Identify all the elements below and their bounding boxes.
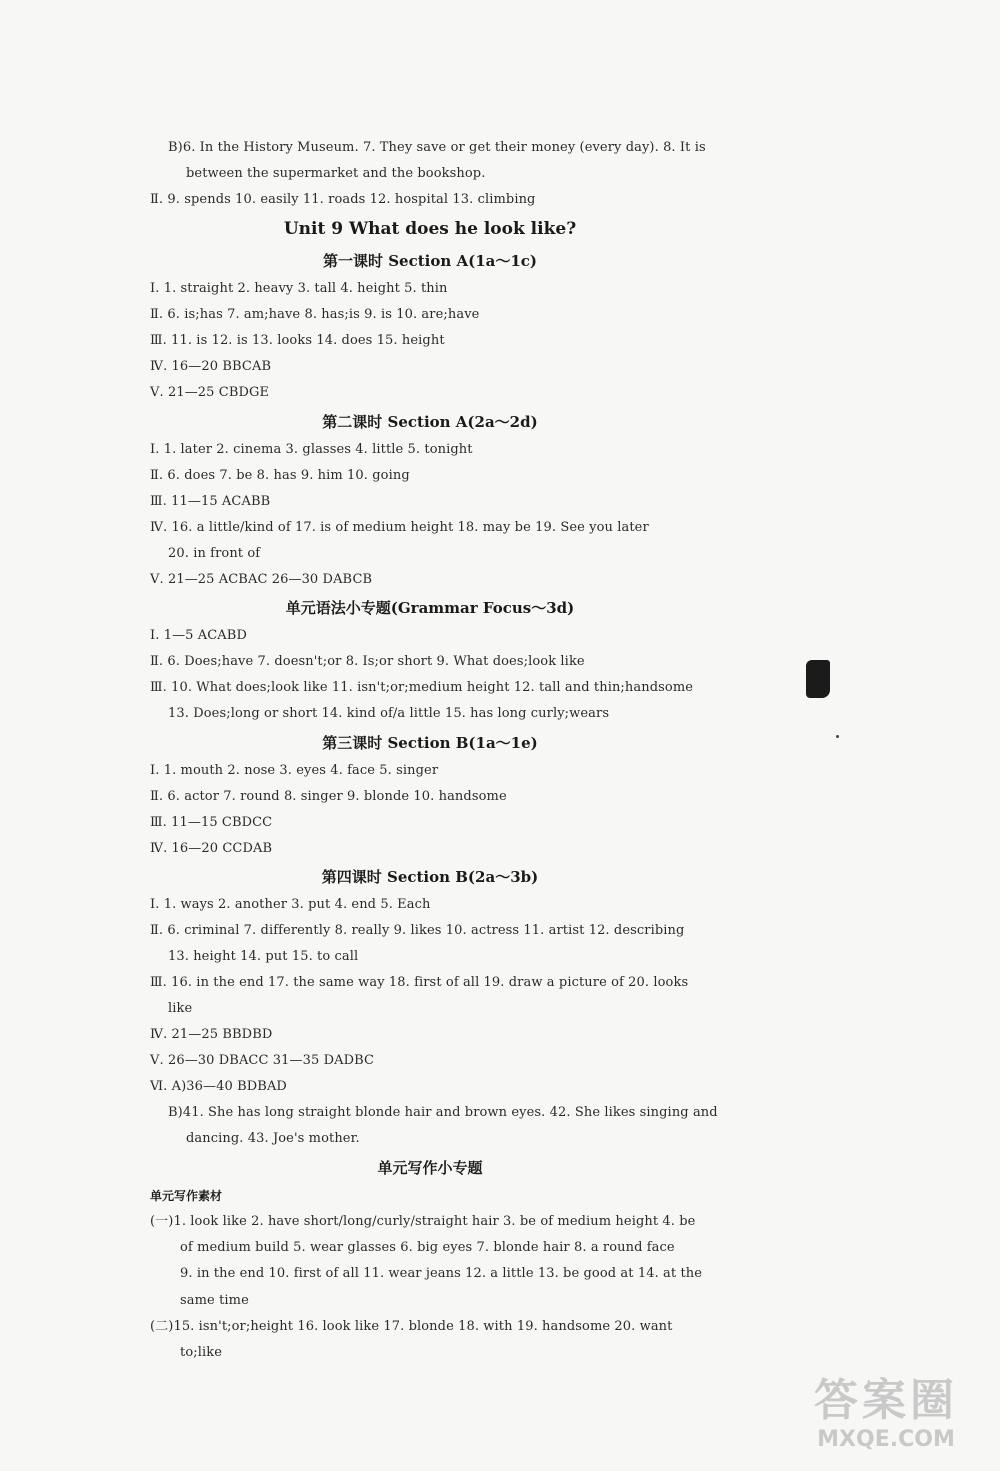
answer-line: Ⅰ. 1. later 2. cinema 3. glasses 4. little 5. tonight xyxy=(150,442,473,457)
section-title: 第一课时 Section A(1a～1c) xyxy=(322,252,538,270)
answer-line: 20. in front of xyxy=(168,546,261,561)
answer-line: (一)1. look like 2. have short/long/curly/straight hair 3. be of medium height 4. be xyxy=(150,1214,696,1229)
answer-line: Ⅱ. 6. actor 7. round 8. singer 9. blonde 10. handsome xyxy=(150,789,507,804)
answer-line: Ⅱ. 6. is;has 7. am;have 8. has;is 9. is 10. are;have xyxy=(150,307,480,322)
answer-line: B)41. She has long straight blonde hair and brown eyes. 42. She likes singing and xyxy=(168,1105,718,1120)
section-title: 单元写作小专题 xyxy=(377,1159,483,1177)
answer-line: Ⅱ. 9. spends 10. easily 11. roads 12. hospital 13. climbing xyxy=(150,192,536,207)
section-title: 第二课时 Section A(2a～2d) xyxy=(322,413,538,431)
answer-line: Ⅲ. 16. in the end 17. the same way 18. first of all 19. draw a picture of 20. looks xyxy=(150,975,689,990)
answer-line: Ⅲ. 11—15 ACABB xyxy=(150,494,271,509)
answer-line: Ⅳ. 16. a little/kind of 17. is of medium height 18. may be 19. See you later xyxy=(150,520,649,535)
answer-line: B)6. In the History Museum. 7. They save or get their money (every day). 8. It is xyxy=(168,140,706,155)
answer-line: Ⅴ. 21—25 ACBAC 26—30 DABCB xyxy=(150,572,373,587)
answer-line: Ⅱ. 6. Does;have 7. doesn't;or 8. Is;or short 9. What does;look like xyxy=(150,654,585,669)
answer-line: Ⅲ. 10. What does;look like 11. isn't;or;medium height 12. tall and thin;handsome xyxy=(150,680,694,695)
answer-line: to;like xyxy=(180,1345,223,1360)
answer-line: Ⅴ. 26—30 DBACC 31—35 DADBC xyxy=(150,1053,375,1068)
watermark xyxy=(786,1375,986,1465)
answer-line: Ⅰ. 1. mouth 2. nose 3. eyes 4. face 5. singer xyxy=(150,763,439,778)
answer-line: 13. Does;long or short 14. kind of/a little 15. has long curly;wears xyxy=(168,706,610,721)
ink-blot xyxy=(806,660,830,698)
ink-dot xyxy=(836,735,839,738)
answer-line: same time xyxy=(180,1293,249,1308)
answer-line: like xyxy=(168,1001,193,1016)
answer-line: Ⅳ. 21—25 BBDBD xyxy=(150,1027,273,1042)
answer-line: Ⅴ. 21—25 CBDGE xyxy=(150,385,270,400)
section-subtitle: 单元写作素材 xyxy=(150,1189,223,1203)
answer-line: dancing. 43. Joe's mother. xyxy=(186,1131,360,1146)
answer-line: Ⅲ. 11. is 12. is 13. looks 14. does 15. height xyxy=(150,333,445,348)
answer-line: Ⅳ. 16—20 CCDAB xyxy=(150,841,273,856)
answer-line: Ⅱ. 6. criminal 7. differently 8. really 9. likes 10. actress 11. artist 12. describing xyxy=(150,923,685,938)
answer-line: of medium build 5. wear glasses 6. big eyes 7. blonde hair 8. a round face xyxy=(180,1240,675,1255)
section-title: 第四课时 Section B(2a～3b) xyxy=(321,868,539,886)
watermark-english: MXQE.COM xyxy=(817,1427,955,1452)
answer-line: Ⅱ. 6. does 7. be 8. has 9. him 10. going xyxy=(150,468,410,483)
answer-line: Ⅰ. 1. ways 2. another 3. put 4. end 5. Each xyxy=(150,897,431,912)
answer-line: 13. height 14. put 15. to call xyxy=(168,949,359,964)
watermark-chinese: 答案圈 xyxy=(814,1375,958,1426)
unit-title: Unit 9 What does he look like? xyxy=(283,219,577,239)
answer-line: Ⅳ. 16—20 BBCAB xyxy=(150,359,272,374)
answer-line: Ⅰ. 1—5 ACABD xyxy=(150,628,247,643)
section-title: 第三课时 Section B(1a～1e) xyxy=(322,734,538,752)
answer-line: Ⅵ. A)36—40 BDBAD xyxy=(150,1079,287,1094)
answer-line: 9. in the end 10. first of all 11. wear jeans 12. a little 13. be good at 14. at the xyxy=(180,1266,703,1281)
answer-line: (二)15. isn't;or;height 16. look like 17. blonde 18. with 19. handsome 20. want xyxy=(150,1319,673,1334)
answer-line: Ⅰ. 1. straight 2. heavy 3. tall 4. height 5. thin xyxy=(150,281,448,296)
section-title: 单元语法小专题(Grammar Focus～3d) xyxy=(285,599,575,617)
answer-line: between the supermarket and the bookshop. xyxy=(186,166,486,181)
answer-line: Ⅲ. 11—15 CBDCC xyxy=(150,815,273,830)
